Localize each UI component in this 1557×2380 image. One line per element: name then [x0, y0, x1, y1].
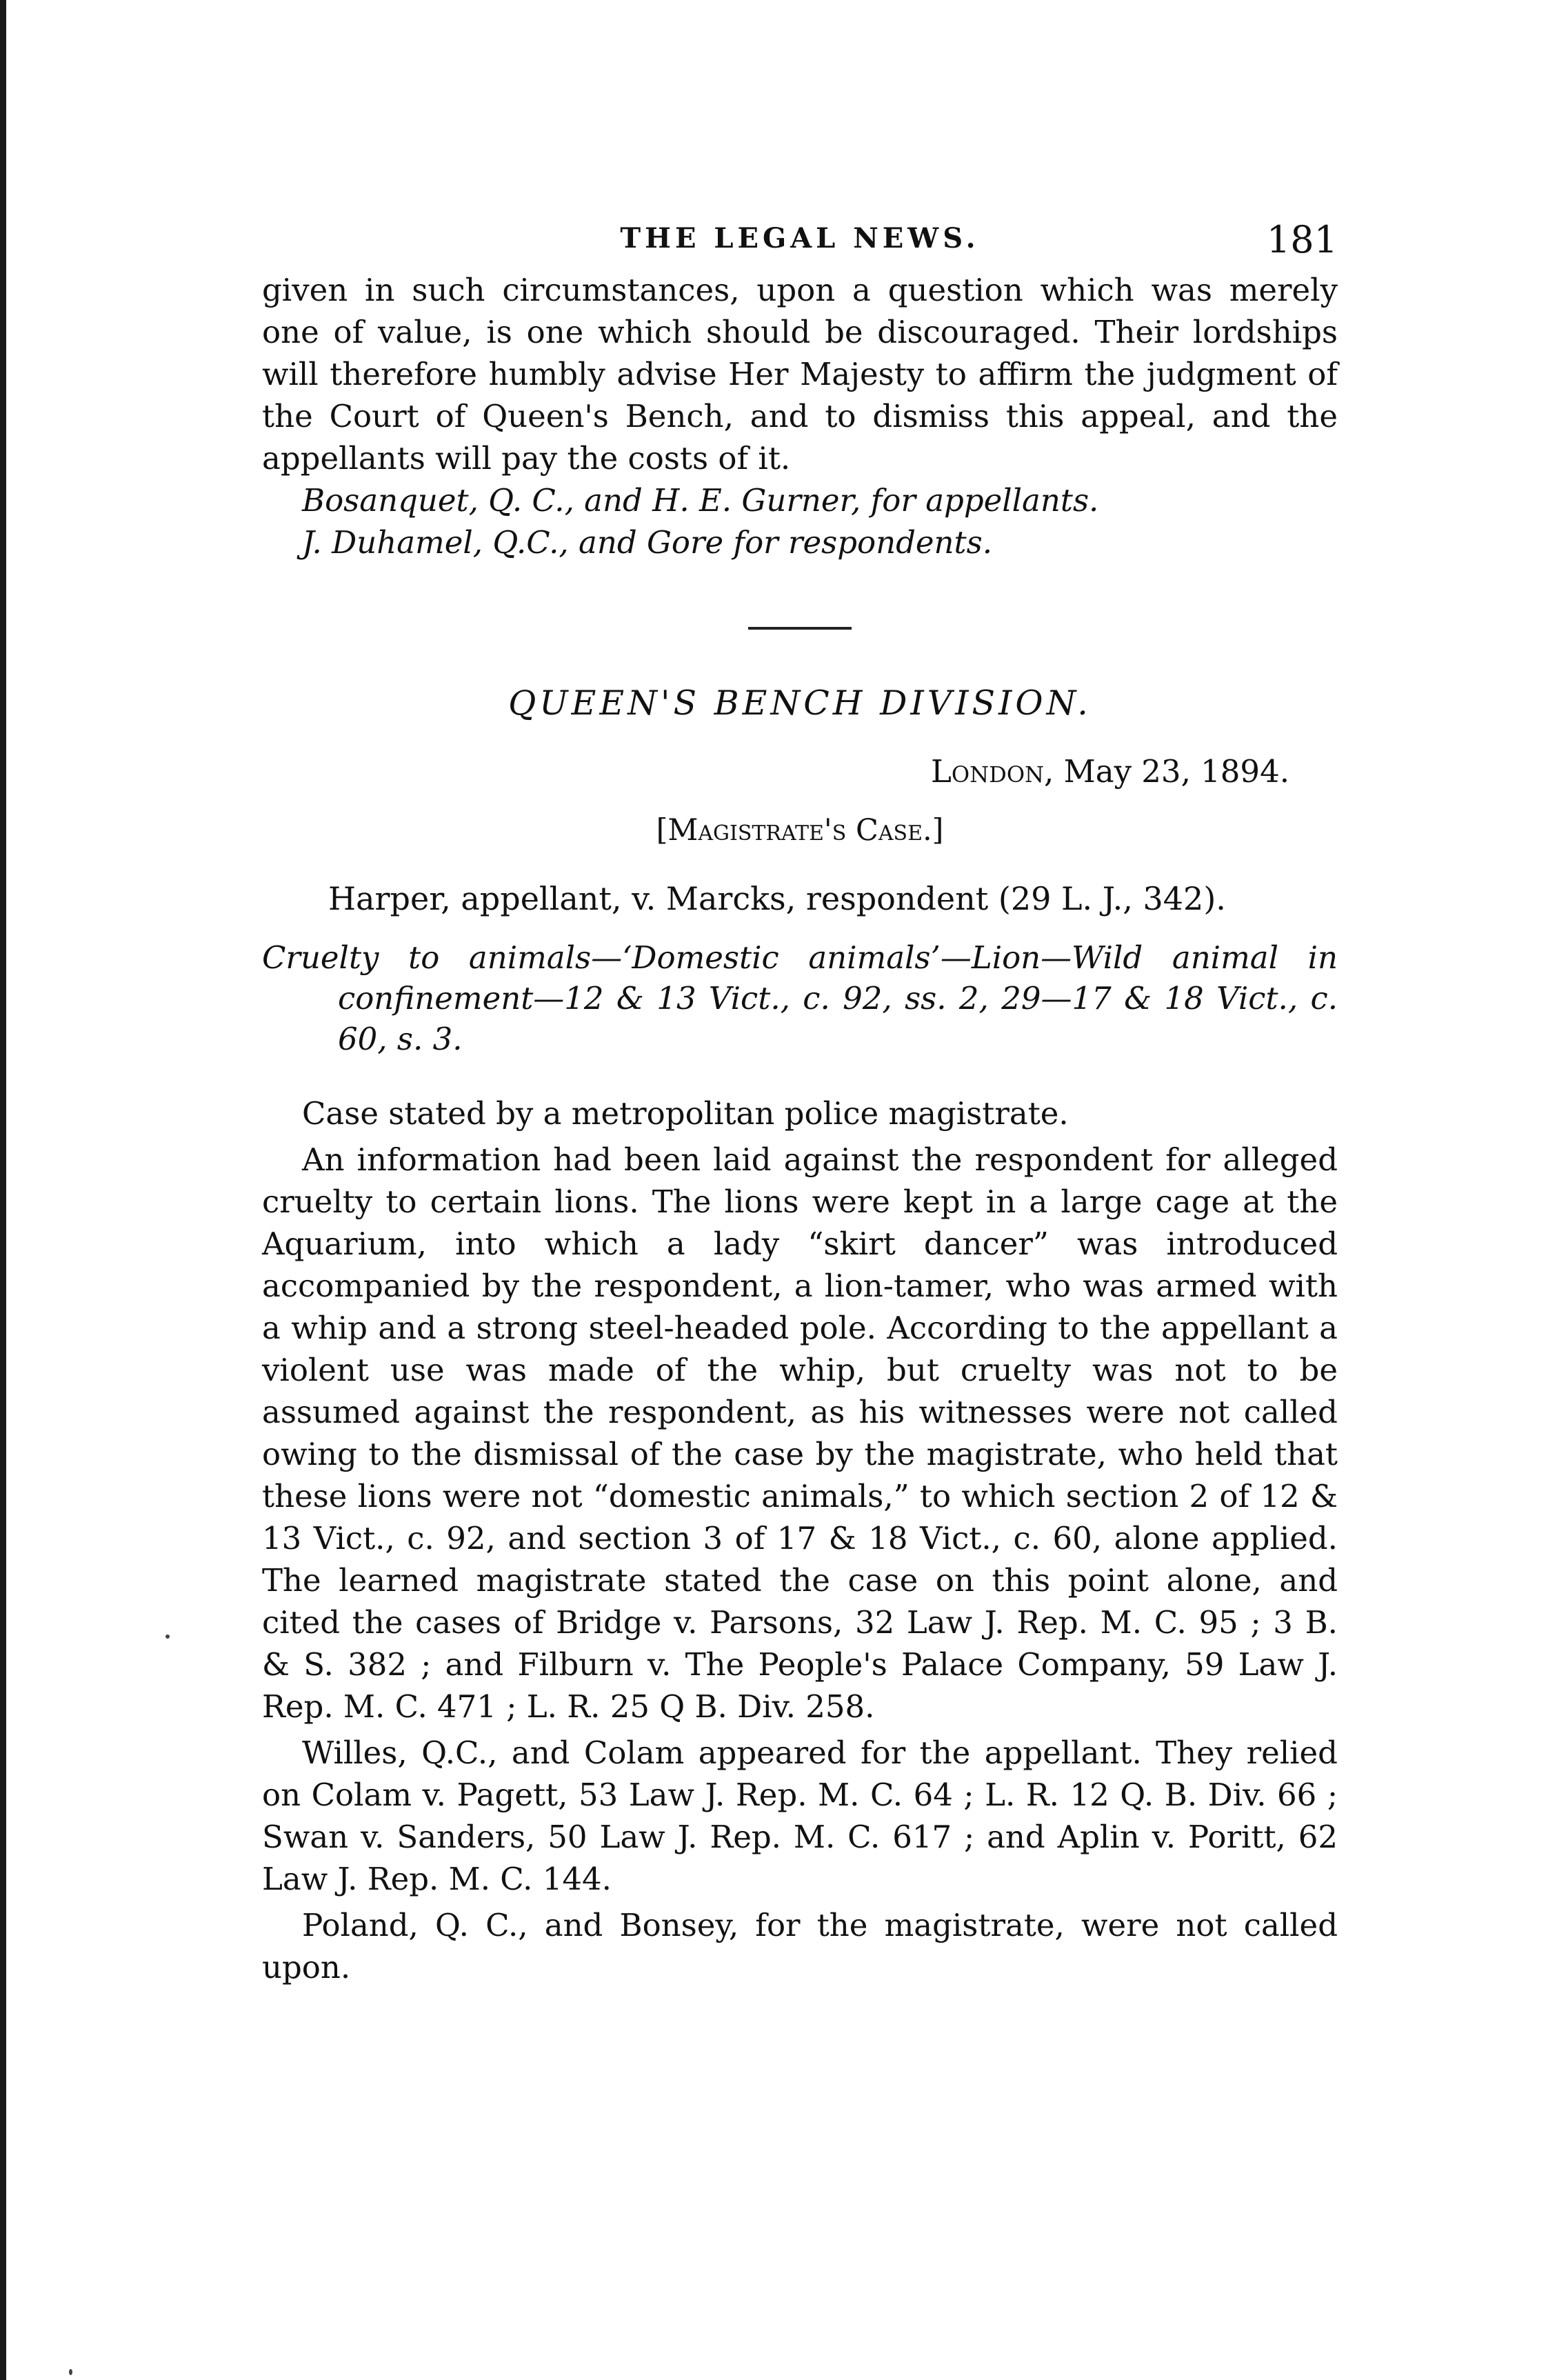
case-parties: Harper, appellant, v. Marcks, respondent (29 L. J., 342).: [328, 880, 1226, 917]
counsel-respondents: J. Duhamel, Q.C., and Gore for respondents.: [302, 524, 993, 561]
dateline: [262, 753, 1289, 790]
case-paragraph: Poland, Q. C., and Bonsey, for the magistrate, were not called upon.: [262, 1907, 1338, 1986]
opening-block: [262, 269, 1338, 563]
section-divider: [748, 627, 852, 630]
page-edge-shadow: [0, 0, 6, 2380]
edge-speck: [165, 1634, 170, 1639]
running-head: [262, 207, 1338, 269]
counsel-appellants: Bosanquet, Q. C., and H. E. Gurner, for appellants.: [302, 482, 1099, 519]
court-division-heading: QUEEN'S BENCH DIVISION.: [508, 683, 1092, 723]
page-number: 181: [1266, 218, 1338, 261]
case-paragraph: Case stated by a metropolitan police magistrate.: [302, 1095, 1069, 1132]
case-headnote: Cruelty to animals—‘Domestic animals’—Lion—Wild animal in confinement—12 & 13 Vict., c. 92, ss. 2, 29—17 & 18 Vict., c. 60, s. 3.: [262, 939, 1338, 1057]
dateline-place: London,: [931, 753, 1054, 790]
dateline-date: May 23, 1894.: [1063, 753, 1289, 790]
case-type-label: [Magistrate's Case.]: [656, 813, 944, 848]
judgment-conclusion-paragraph: given in such circumstances, upon a question which was merely one of value, is one which should be discouraged. Their lordships will therefore humbly advise Her Majesty to affirm the judgment of the Court of Queen's Bench, and to dismiss this appeal, and the appellants will pay the costs of it.: [262, 272, 1338, 477]
case-body: [262, 1092, 1338, 1988]
page-column: [262, 207, 1338, 1988]
edge-speck: [69, 2369, 72, 2375]
journal-title: THE LEGAL NEWS.: [620, 222, 980, 254]
case-paragraph: An information had been laid against the respondent for alleged cruelty to certain lions. The lions were kept in a large cage at the Aquarium, into which a lady “skirt dancer” was introduced accompanied by the respondent, a lion-tamer, who was armed with a whip and a strong steel-headed pole. According to the appellant a violent use was made of the whip, but cruelty was not to be assumed against the respondent, as his witnesses were not called owing to the dismissal of the case by the magistrate, who held that these lions were not “domestic animals,” to which section 2 of 12 & 13 Vict., c. 92, and section 3 of 17 & 18 Vict., c. 60, alone applied. The learned magistrate stated the case on this point alone, and cited the cases of Bridge v. Parsons, 32 Law J. Rep. M. C. 95 ; 3 B. & S. 382 ; and Filburn v. The People's Palace Company, 59 Law J. Rep. M. C. 471 ; L. R. 25 Q B. Div. 258.: [262, 1141, 1338, 1725]
case-paragraph: Willes, Q.C., and Colam appeared for the appellant. They relied on Colam v. Pagett, 53 Law J. Rep. M. C. 64 ; L. R. 12 Q. B. Div. 66 ; Swan v. Sanders, 50 Law J. Rep. M. C. 617 ; and Aplin v. Poritt, 62 Law J. Rep. M. C. 144.: [262, 1734, 1338, 1897]
